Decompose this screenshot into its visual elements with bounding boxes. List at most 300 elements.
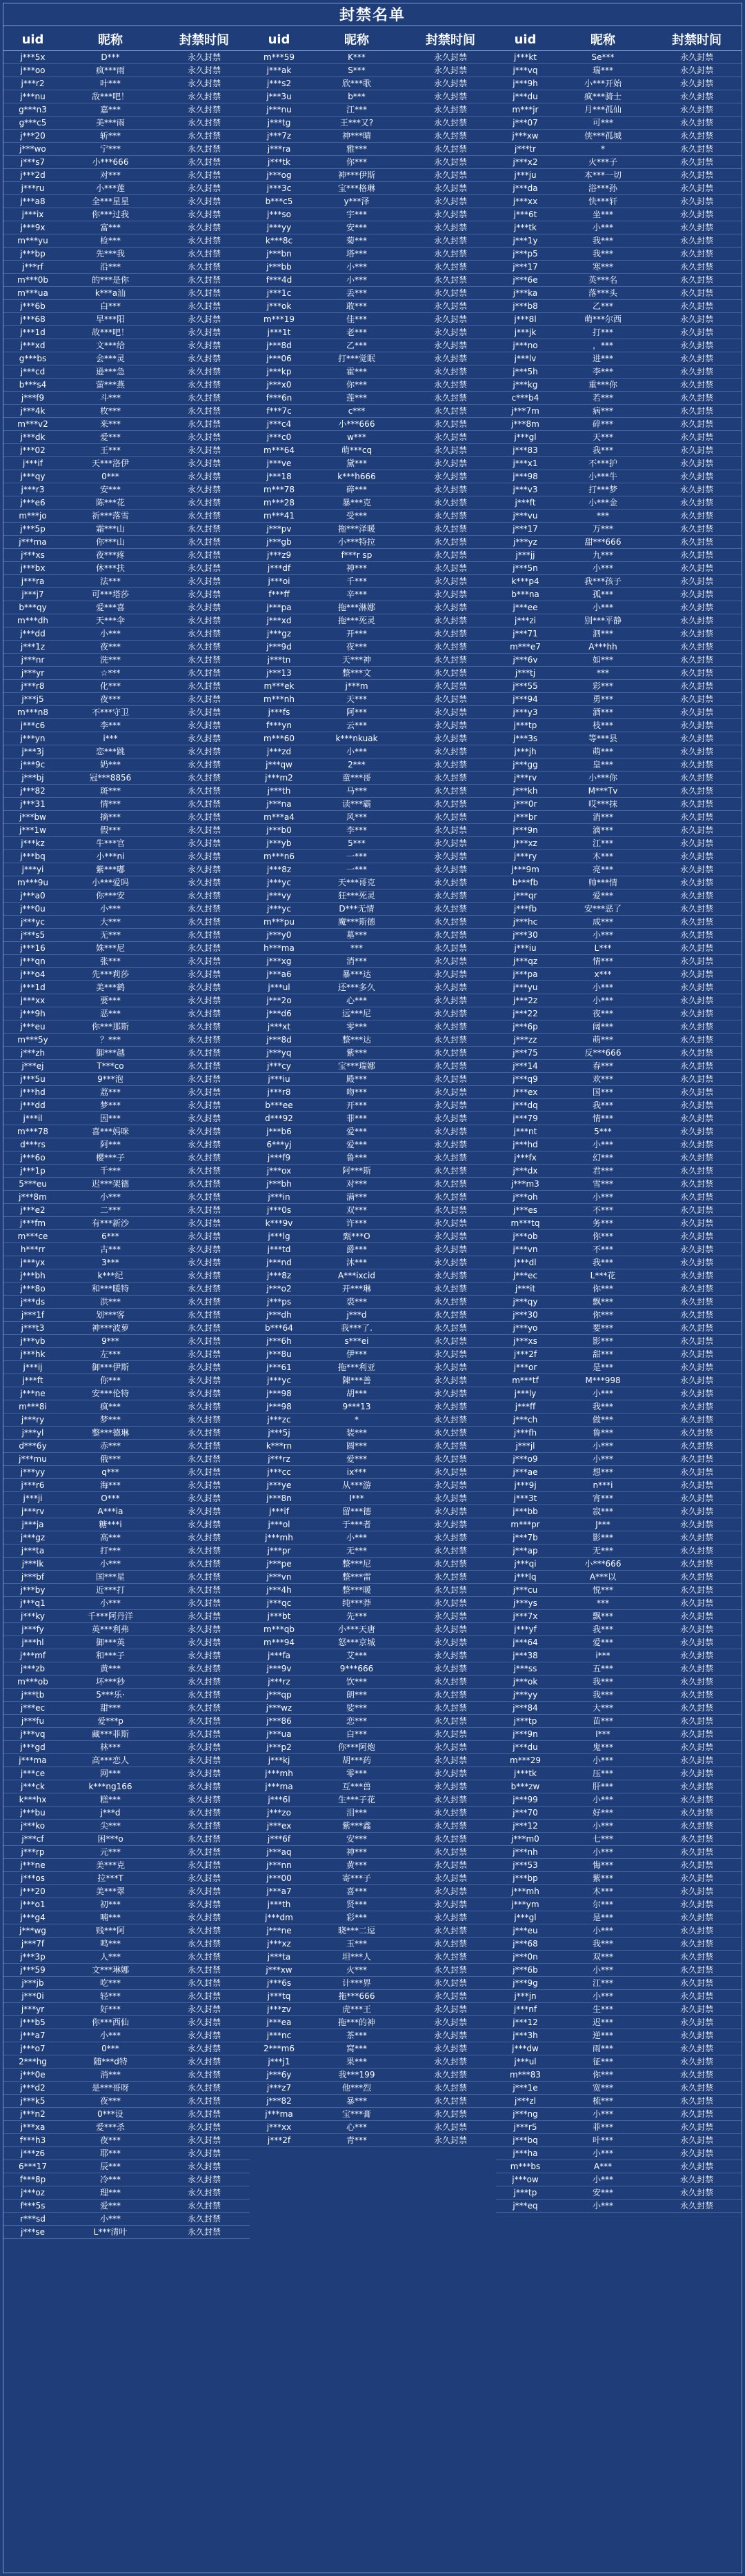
table-row: [250, 1453, 496, 1466]
ban-time-cell: 永久封禁: [679, 1638, 713, 1647]
table-row: [496, 2147, 742, 2160]
table-row: [496, 968, 742, 981]
nickname-cell: 寄***子: [341, 1873, 371, 1883]
table-row: [250, 1296, 496, 1309]
table-row: [250, 1466, 496, 1479]
nickname-cell: 美***雨: [95, 118, 125, 128]
ban-time-cell: 永久封禁: [187, 432, 221, 442]
table-row: [3, 1807, 250, 1820]
table-row: [496, 1413, 742, 1427]
nickname-cell: 泗***: [592, 629, 613, 638]
table-row: [3, 1977, 250, 1990]
uid-cell: j***yn: [20, 734, 46, 743]
ban-time-cell: 永久封禁: [187, 1323, 221, 1333]
uid-cell: j***8l: [514, 314, 537, 324]
uid-cell: j***xs: [21, 550, 45, 560]
uid-cell: j***ry: [21, 1415, 45, 1425]
uid-cell: j***2d: [20, 170, 46, 180]
ban-time-cell: 永久封禁: [433, 1703, 467, 1713]
nickname-cell: 甜***: [592, 1349, 613, 1359]
uid-cell: j***bp: [20, 249, 46, 259]
ban-time-cell: 永久封禁: [187, 1834, 221, 1844]
nickname-cell: 情***: [592, 956, 613, 966]
uid-cell: j***6o: [20, 1153, 46, 1163]
table-row: [496, 2082, 742, 2095]
uid-cell: j***qc: [266, 1598, 292, 1608]
uid-cell: j***12: [513, 2017, 538, 2027]
ban-time-cell: 永久封禁: [679, 2083, 713, 2093]
nickname-cell: 迟***: [592, 2017, 613, 2027]
ban-time-cell: 永久封禁: [433, 603, 467, 612]
table-row: [3, 1309, 250, 1322]
uid-cell: j***og: [266, 170, 292, 180]
nickname-cell: 先***莉莎: [91, 969, 129, 979]
nickname-cell: 拖***淋娜: [337, 603, 375, 612]
ban-time-cell: 永久封禁: [433, 550, 467, 560]
ban-time-cell: 永久封禁: [679, 1546, 713, 1556]
ban-time-cell: 永久封禁: [187, 262, 221, 272]
uid-cell: j***o1: [20, 1900, 46, 1909]
uid-cell: j***ju: [514, 170, 537, 180]
uid-cell: j***b6: [266, 1127, 292, 1136]
ban-time-cell: 永久封禁: [187, 498, 221, 507]
table-row: [3, 1191, 250, 1204]
table-row: [496, 1767, 742, 1780]
header-nickname: 昵称: [98, 33, 123, 48]
nickname-cell: 拖***的神: [337, 2017, 375, 2027]
uid-cell: j***ko: [20, 1821, 46, 1831]
ban-time-cell: 永久封禁: [187, 799, 221, 809]
uid-cell: j***tp: [513, 721, 537, 730]
table-row: [250, 968, 496, 981]
uid-cell: j***yr: [21, 2004, 45, 2014]
ban-time-cell: 永久封禁: [679, 1533, 713, 1542]
nickname-cell: 打***: [99, 1546, 121, 1556]
table-row: [3, 1676, 250, 1689]
table-row: [496, 2042, 742, 2055]
nickname-cell: 我***: [592, 1939, 613, 1949]
ban-time-cell: 永久封禁: [433, 1022, 467, 1032]
uid-cell: j***6l: [268, 1795, 290, 1804]
nickname-cell: 俄***: [99, 1454, 121, 1464]
table-row: [496, 2095, 742, 2108]
uid-cell: j***ck: [21, 1782, 45, 1791]
uid-cell: j***rv: [513, 773, 537, 783]
uid-cell: k***8c: [265, 236, 293, 245]
table-row: [250, 1531, 496, 1544]
nickname-cell: 小***: [592, 603, 613, 612]
uid-cell: j***98: [266, 1402, 292, 1411]
uid-cell: j***ha: [513, 2149, 538, 2158]
nickname-cell: 无***: [346, 1546, 367, 1556]
nickname-cell: 大***: [99, 917, 121, 927]
uid-cell: m***28: [264, 498, 295, 507]
nickname-cell: 糖***i: [99, 1520, 122, 1529]
ban-time-cell: 永久封禁: [433, 1441, 467, 1451]
ban-time-cell: 永久封禁: [433, 2122, 467, 2132]
table-row: [250, 1898, 496, 1911]
nickname-cell: 黄***: [346, 1860, 367, 1870]
uid-cell: d***rs: [20, 1140, 46, 1149]
uid-cell: j***0i: [21, 1991, 44, 2001]
table-row: [250, 1440, 496, 1453]
ban-time-cell: 永久封禁: [187, 1624, 221, 1634]
table-row: [3, 745, 250, 758]
nickname-cell: 艾***: [346, 1651, 367, 1660]
ban-time-cell: 永久封禁: [433, 432, 467, 442]
table-row: [3, 588, 250, 601]
ban-time-cell: 永久封禁: [433, 1140, 467, 1149]
uid-cell: j***ea: [266, 2017, 292, 2027]
ban-time-cell: 永久封禁: [187, 1900, 221, 1909]
nickname-cell: 宵***: [592, 1493, 613, 1503]
uid-cell: j***tq: [267, 1991, 291, 2001]
nickname-cell: 大***: [592, 1703, 613, 1713]
uid-cell: j***ji: [23, 1493, 43, 1503]
ban-time-cell: 永久封禁: [187, 144, 221, 154]
nickname-cell: 你***: [346, 157, 367, 167]
ban-time-cell: 永久封禁: [433, 485, 467, 494]
uid-cell: j***qr: [513, 891, 537, 900]
nickname-cell: 春***: [592, 1061, 613, 1071]
table-row: [250, 2121, 496, 2134]
uid-cell: j***ex: [513, 1087, 538, 1097]
uid-cell: j***ex: [266, 1821, 292, 1831]
nickname-cell: 坦***人: [341, 1952, 371, 1962]
table-row: [250, 1256, 496, 1269]
ban-time-cell: 永久封禁: [679, 1611, 713, 1621]
ban-time-cell: 永久封禁: [433, 1585, 467, 1595]
uid-cell: j***55: [513, 681, 538, 691]
nickname-cell: 爱***: [592, 1638, 613, 1647]
uid-cell: j***yy: [20, 1467, 46, 1477]
table-row: [250, 1204, 496, 1217]
nickname-cell: 要***: [99, 996, 121, 1005]
uid-cell: j***it: [515, 1284, 536, 1294]
uid-cell: j***yy: [513, 1690, 538, 1700]
table-row: [496, 1924, 742, 1938]
ban-time-cell: 永久封禁: [433, 118, 467, 128]
uid-cell: j***nc: [266, 2031, 292, 2040]
nickname-cell: 疯***骑士: [584, 92, 622, 101]
uid-cell: j***se: [21, 2227, 45, 2237]
table-row: [250, 1977, 496, 1990]
uid-cell: j***yc: [20, 917, 46, 927]
nickname-cell: 困***o: [97, 1834, 123, 1844]
ban-time-cell: 永久封禁: [679, 1978, 713, 1988]
uid-cell: j***rf: [22, 262, 43, 272]
uid-cell: j***bq: [20, 852, 46, 861]
table-row: [250, 601, 496, 614]
ban-time-cell: 永久封禁: [433, 498, 467, 507]
nickname-cell: 霜***山: [95, 524, 125, 534]
nickname-cell: 皇***: [592, 760, 613, 769]
ban-time-cell: 永久封禁: [187, 157, 221, 167]
uid-cell: j***o7: [20, 2044, 46, 2053]
uid-cell: 6***yj: [266, 1140, 292, 1149]
nickname-cell: 先***我: [95, 249, 125, 259]
uid-cell: j***82: [266, 2096, 292, 2106]
ban-time-cell: 永久封禁: [187, 694, 221, 704]
nickname-cell: 你***: [592, 1231, 613, 1241]
table-row: [3, 2213, 250, 2226]
table-row: [3, 405, 250, 418]
uid-cell: j***0r: [513, 799, 537, 809]
ban-time-cell: 永久封禁: [433, 1559, 467, 1569]
ban-time-cell: 永久封禁: [187, 969, 221, 979]
nickname-cell: 我***孩子: [584, 576, 622, 586]
nickname-cell: 小***: [592, 1926, 613, 1935]
nickname-cell: 枝***: [592, 721, 613, 730]
ban-time-cell: 永久封禁: [679, 943, 713, 953]
nickname-cell: 紫***鑫: [341, 1821, 371, 1831]
nickname-cell: 菲***: [592, 2122, 613, 2132]
nickname-cell: 碎***: [346, 485, 367, 494]
nickname-cell: 0***: [101, 2044, 119, 2053]
table-row: [3, 1413, 250, 1427]
ban-list-page: [3, 3, 742, 2573]
nickname-cell: 受***: [346, 511, 367, 521]
nickname-cell: 胡***: [346, 1389, 367, 1398]
uid-cell: j***r5: [513, 2122, 537, 2132]
table-row: [496, 1138, 742, 1151]
table-row: [496, 575, 742, 588]
uid-cell: j***ol: [268, 1520, 290, 1529]
ban-time-cell: 永久封禁: [433, 1323, 467, 1333]
nickname-cell: 孤***: [592, 590, 613, 599]
ban-time-cell: 永久封禁: [187, 223, 221, 232]
ban-time-cell: 永久封禁: [433, 1258, 467, 1267]
table-row: [250, 510, 496, 523]
ban-time-cell: 永久封禁: [187, 1493, 221, 1503]
ban-time-cell: 永久封禁: [679, 773, 713, 783]
table-row: [496, 562, 742, 575]
table-row: [250, 627, 496, 641]
uid-cell: m***8i: [19, 1402, 47, 1411]
ban-time-cell: 永久封禁: [679, 1900, 713, 1909]
ban-time-cell: 永久封禁: [187, 721, 221, 730]
ban-time-cell: 永久封禁: [187, 1297, 221, 1307]
uid-cell: j***ap: [513, 1546, 538, 1556]
uid-cell: j***5n: [513, 563, 538, 573]
nickname-cell: 鲁***: [592, 1428, 613, 1438]
uid-cell: j***yz: [513, 537, 537, 547]
ban-time-cell: 永久封禁: [433, 825, 467, 835]
ban-time-cell: 永久封禁: [187, 734, 221, 743]
nickname-cell: 暴***: [346, 2096, 367, 2106]
uid-cell: j***z9: [266, 550, 292, 560]
table-row: [3, 300, 250, 313]
uid-cell: j***xd: [266, 616, 292, 625]
nickname-cell: 小***: [592, 2201, 613, 2211]
uid-cell: j***tp: [513, 2188, 537, 2197]
nickname-cell: 爱***: [592, 891, 613, 900]
ban-time-cell: 永久封禁: [187, 393, 221, 403]
uid-cell: j***mh: [265, 1533, 293, 1542]
ban-time-cell: 永久封禁: [433, 668, 467, 678]
ban-time-cell: 永久封禁: [433, 1572, 467, 1582]
uid-cell: j***nt: [513, 1127, 537, 1136]
table-row: [250, 863, 496, 876]
ban-time-cell: 永久封禁: [433, 1048, 467, 1058]
uid-cell: g***c5: [19, 118, 47, 128]
ban-time-cell: 永久封禁: [433, 1651, 467, 1660]
uid-cell: j***vq: [20, 1729, 46, 1739]
table-row: [496, 2016, 742, 2029]
table-row: [3, 1165, 250, 1178]
uid-cell: j***d2: [20, 2083, 46, 2093]
nickname-cell: 萌***尔西: [584, 314, 622, 324]
uid-cell: j***xd: [20, 341, 46, 350]
ban-time-cell: 永久封禁: [187, 131, 221, 141]
uid-cell: j***8d: [266, 341, 292, 350]
nickname-cell: 小***: [346, 1533, 367, 1542]
table-row: [250, 208, 496, 221]
nickname-cell: 小***天唐: [337, 1624, 375, 1634]
table-row: [250, 77, 496, 90]
table-row: [496, 1571, 742, 1584]
ban-time-cell: 永久封禁: [433, 1336, 467, 1346]
nickname-cell: 2***: [348, 760, 366, 769]
uid-cell: j***pe: [266, 1559, 292, 1569]
table-row: [496, 169, 742, 182]
nickname-cell: 压***: [592, 1769, 613, 1778]
ban-time-cell: 永久封禁: [433, 1179, 467, 1189]
nickname-cell: 整***德琳: [91, 1428, 129, 1438]
uid-cell: g***bs: [19, 354, 47, 363]
ban-time-cell: 永久封禁: [679, 825, 713, 835]
ban-time-cell: 永久封禁: [433, 314, 467, 324]
uid-cell: j***8n: [266, 1493, 292, 1503]
uid-cell: j***zd: [266, 747, 292, 756]
nickname-cell: 胡***药: [341, 1755, 371, 1765]
uid-cell: j***yx: [20, 1258, 46, 1267]
ban-time-cell: 永久封禁: [679, 1389, 713, 1398]
uid-cell: 5***eu: [19, 1179, 47, 1189]
uid-cell: j***th: [267, 786, 291, 796]
uid-cell: j***hc: [513, 917, 538, 927]
uid-cell: j***j7: [21, 590, 44, 599]
ban-time-cell: 永久封禁: [679, 1114, 713, 1123]
table-row: [250, 745, 496, 758]
uid-cell: k***hx: [19, 1795, 47, 1804]
uid-cell: j***ru: [21, 183, 45, 193]
table-row: [496, 1466, 742, 1479]
uid-cell: j***3j: [21, 747, 44, 756]
nickname-cell: k***纪: [97, 1271, 123, 1280]
ban-time-cell: 永久封禁: [187, 2031, 221, 2040]
ban-time-cell: 永久封禁: [679, 1362, 713, 1372]
table-row: [496, 1204, 742, 1217]
nickname-cell: 做***: [592, 1415, 613, 1425]
nickname-cell: 他***烈: [341, 2083, 371, 2093]
ban-time-cell: 永久封禁: [679, 747, 713, 756]
header-nickname: 昵称: [344, 33, 369, 48]
uid-cell: j***9v: [266, 1664, 292, 1673]
table-row: [496, 876, 742, 889]
ban-time-cell: 永久封禁: [679, 563, 713, 573]
nickname-cell: k***h666: [337, 472, 376, 481]
uid-cell: j***6b: [513, 1965, 538, 1975]
table-row: [3, 1479, 250, 1492]
ban-time-cell: 永久封禁: [433, 878, 467, 887]
ban-time-cell: 永久封禁: [433, 786, 467, 796]
table-row: [250, 1623, 496, 1636]
table-row: [496, 1479, 742, 1492]
table-row: [496, 1217, 742, 1230]
nickname-cell: 斗***: [99, 393, 121, 403]
nickname-cell: 摘***: [99, 812, 121, 822]
uid-cell: j***tj: [515, 668, 536, 678]
ban-time-cell: 永久封禁: [679, 1873, 713, 1883]
uid-cell: j***79: [513, 1114, 538, 1123]
table-row: [250, 1178, 496, 1191]
nickname-cell: 小***: [99, 2214, 121, 2224]
ban-time-cell: 永久封禁: [679, 1507, 713, 1516]
ban-time-cell: 永久封禁: [433, 996, 467, 1005]
table-row: [250, 654, 496, 667]
table-row: [3, 1885, 250, 1898]
ban-time-cell: 永久封禁: [679, 655, 713, 665]
ban-time-cell: 永久封禁: [679, 459, 713, 468]
table-row: [496, 1518, 742, 1531]
uid-cell: j***ob: [513, 1231, 538, 1241]
uid-cell: m***0b: [17, 275, 48, 285]
nickname-cell: 你***西仙: [91, 2017, 129, 2027]
table-row: [250, 326, 496, 339]
table-row: [496, 1754, 742, 1767]
ban-time-cell: 永久封禁: [433, 459, 467, 468]
uid-cell: j***in: [268, 1192, 290, 1202]
ban-time-cell: 永久封禁: [679, 1284, 713, 1294]
uid-cell: j***gl: [514, 432, 537, 442]
nickname-cell: 爱***杀: [95, 2122, 125, 2132]
uid-cell: d***6y: [19, 1441, 47, 1451]
ban-time-cell: 永久封禁: [679, 1755, 713, 1765]
nickname-cell: s***ei: [344, 1336, 369, 1346]
ban-time-cell: 永久封禁: [187, 707, 221, 717]
header-nickname: 昵称: [590, 33, 615, 48]
nickname-cell: 是***哥呀: [91, 2083, 129, 2093]
uid-cell: j***yc: [266, 904, 292, 914]
table-row: [3, 942, 250, 955]
uid-cell: j***1z: [20, 642, 46, 652]
ban-time-cell: 永久封禁: [187, 1179, 221, 1189]
nickname-cell: 辛***: [346, 590, 367, 599]
nickname-cell: 宝***格琳: [337, 183, 375, 193]
table-row: [496, 287, 742, 300]
uid-cell: j***xt: [267, 1022, 291, 1032]
ban-time-cell: 永久封禁: [679, 170, 713, 180]
nickname-cell: 消***: [99, 2070, 121, 2080]
uid-cell: j***2z: [513, 996, 538, 1005]
nickname-cell: 侠***孤城: [584, 131, 622, 141]
uid-cell: b***s4: [19, 380, 47, 390]
uid-cell: m***tq: [510, 1218, 540, 1228]
uid-cell: m***19: [264, 314, 295, 324]
nickname-cell: 叶***: [99, 79, 121, 88]
uid-cell: j***7x: [513, 1611, 538, 1621]
uid-cell: j***s2: [266, 79, 292, 88]
nickname-cell: 小***: [592, 1847, 613, 1857]
ban-time-cell: 永久封禁: [187, 1310, 221, 1320]
ban-time-cell: 永久封禁: [679, 1991, 713, 2001]
ban-time-cell: 永久封禁: [433, 1231, 467, 1241]
table-row: [250, 798, 496, 811]
nickname-cell: 天***神: [341, 655, 371, 665]
nickname-cell: 爵***: [346, 1245, 367, 1254]
ban-time-cell: 永久封禁: [433, 249, 467, 259]
